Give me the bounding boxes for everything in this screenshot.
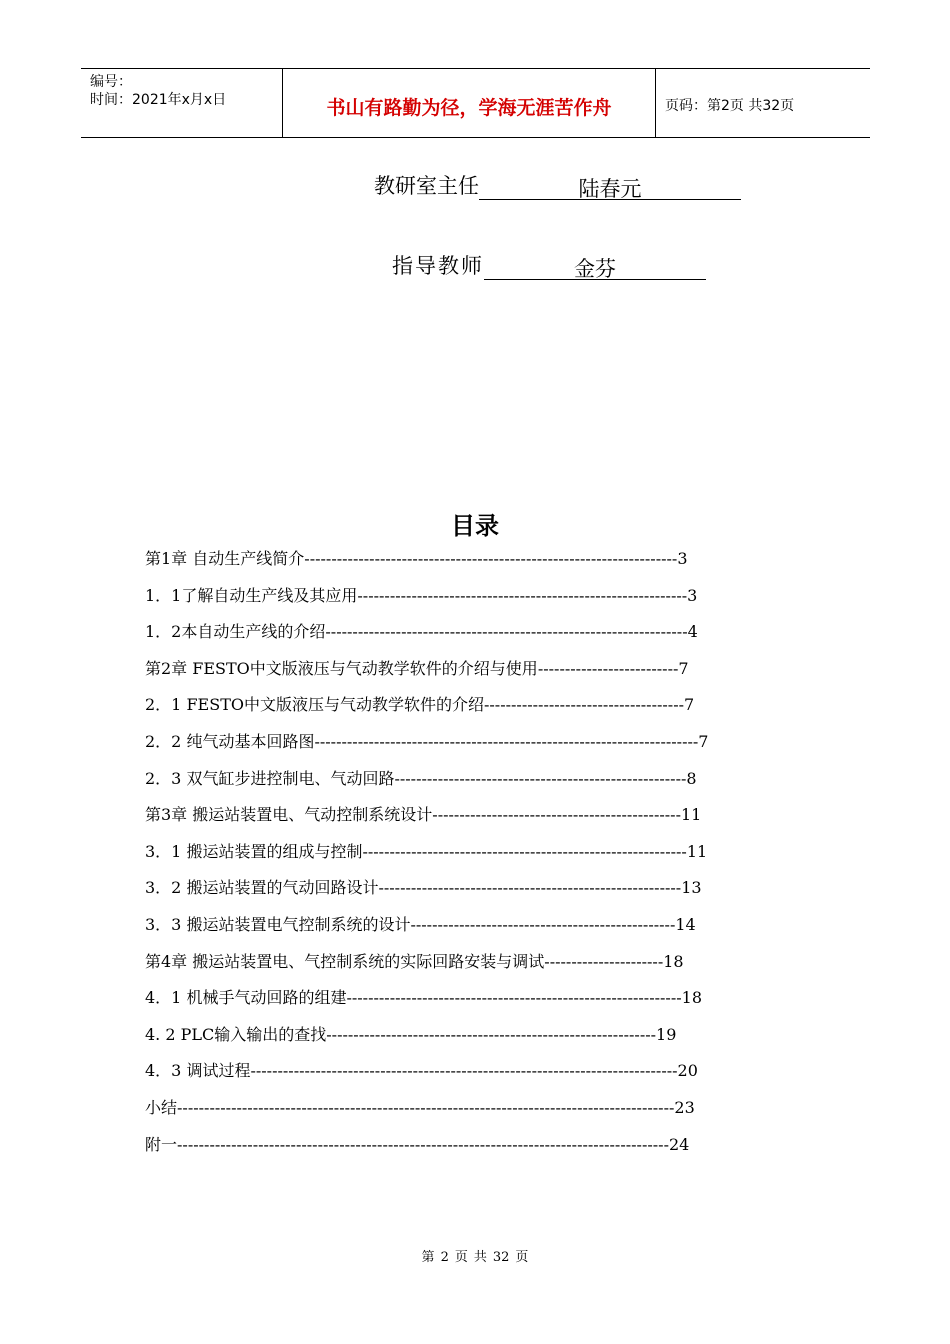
signature-role: 教研室主任 <box>374 174 479 198</box>
toc-entry[interactable] <box>145 949 708 986</box>
toc-leader: ------------------------------------------------------------- <box>357 585 688 605</box>
page-footer <box>0 1246 950 1265</box>
toc-page-number: 3 <box>677 549 688 568</box>
footer-ye: 页 <box>454 1250 468 1265</box>
toc-entry-text: 4. 2 PLC输入输出的查找 <box>145 1024 327 1044</box>
toc-entry[interactable] <box>145 839 708 876</box>
toc-entry[interactable] <box>145 1058 708 1095</box>
toc-page-number: 14 <box>675 914 696 934</box>
toc-leader: ----------------------------------------------------------------------- <box>314 731 699 751</box>
director-signature <box>374 170 741 200</box>
document-number-label: 编号： <box>90 74 132 90</box>
toc-leader: ------------------------------------------------------ <box>394 768 687 788</box>
toc-leader: ------------------------------------------------------------------------------------------- <box>177 1134 669 1154</box>
footer-ye: 页 <box>515 1250 529 1265</box>
toc-entry[interactable] <box>145 619 708 656</box>
signature-role: 指导教师 <box>392 254 484 278</box>
toc-entry[interactable] <box>145 583 708 620</box>
header-page-info: 页码：第2页 共32页 <box>665 98 795 114</box>
toc-entry[interactable] <box>145 1132 708 1169</box>
toc-entry-text: 2．2 纯气动基本回路图 <box>145 731 315 751</box>
toc-entry-text: 附一 <box>145 1134 178 1154</box>
toc-entry-text: 2．1 FESTO中文版液压与气动教学软件的介绍 <box>145 695 484 715</box>
toc-page-number: 19 <box>656 1024 677 1044</box>
toc-leader: ---------------------------------------------- <box>432 805 681 825</box>
signature-name: 金芬 <box>484 253 706 280</box>
toc-entry[interactable] <box>145 656 708 693</box>
toc-page-number: 7 <box>698 731 709 751</box>
toc-leader: ---------------------- <box>544 951 664 971</box>
toc-entry-text: 4．1 机械手气动回路的组建 <box>145 988 347 1008</box>
signature-name: 陆春元 <box>479 173 741 200</box>
toc-leader: ------------------------------------------------------------------- <box>325 622 688 642</box>
toc-entry[interactable] <box>145 985 708 1022</box>
toc-title: 目录 <box>451 512 499 540</box>
toc-leader: -------------------------------------------------------------------------------------------- <box>177 1097 675 1117</box>
toc-entry[interactable] <box>145 766 708 803</box>
header-meta-cell <box>81 69 283 137</box>
toc-entry-text: 3．3 搬运站装置电气控制系统的设计 <box>145 914 411 934</box>
toc-entry-text: 3．1 搬运站装置的组成与控制 <box>145 841 363 861</box>
toc-page-number: 23 <box>674 1097 695 1117</box>
toc-page-number: 11 <box>686 841 708 861</box>
toc-leader: -------------------------------------------------------- <box>378 878 682 898</box>
toc-page-number: 18 <box>681 988 702 1008</box>
footer-page-number: 2 <box>440 1250 449 1265</box>
footer-gong: 共 <box>473 1250 487 1265</box>
toc-leader: ------------------------------------- <box>483 695 685 715</box>
footer-total-pages: 32 <box>492 1250 510 1265</box>
toc-page-number: 24 <box>668 1134 690 1154</box>
toc-page-number: 4 <box>687 622 698 642</box>
toc-page-number: 13 <box>681 878 702 898</box>
toc-leader: ------------------------------------------------------------- <box>326 1024 657 1044</box>
toc-entry-text: 1．1了解自动生产线及其应用 <box>145 585 358 605</box>
toc-entry[interactable] <box>145 692 708 729</box>
toc-page-number: 7 <box>678 658 689 678</box>
document-header <box>81 68 870 138</box>
advisor-signature <box>392 250 706 280</box>
toc-entry[interactable] <box>145 875 708 912</box>
toc-entry-text: 第2章 FESTO中文版液压与气动教学软件的介绍与使用 <box>145 658 538 678</box>
toc-entry-text: 3．2 搬运站装置的气动回路设计 <box>145 878 379 898</box>
document-date: 时间：2021年x月x日 <box>90 92 227 108</box>
toc-leader: ------------------------------------------------- <box>410 914 676 934</box>
toc-page-number: 20 <box>677 1061 698 1081</box>
toc-leader: ------------------------------------------------------------ <box>362 841 687 861</box>
toc-page-number: 18 <box>663 951 684 971</box>
toc-entry-text: 1．2本自动生产线的介绍 <box>145 622 326 642</box>
toc-page-number: 8 <box>686 768 697 788</box>
toc-entry[interactable] <box>145 729 708 766</box>
toc-page-number: 11 <box>680 805 702 825</box>
header-motto: 书山有路勤为径，学海无涯苦作舟 <box>326 97 612 119</box>
toc-entry[interactable] <box>145 1022 708 1059</box>
table-of-contents <box>145 546 708 1168</box>
toc-leader: ------------------------------------------------------------------------------- <box>250 1061 678 1081</box>
toc-entry[interactable] <box>145 802 708 839</box>
toc-page-number: 7 <box>684 695 695 715</box>
header-motto-cell <box>283 69 656 137</box>
footer-di: 第 <box>421 1250 435 1265</box>
toc-entry-text: 第1章 自动生产线简介 <box>145 549 305 568</box>
toc-leader: -------------------------------------------------------------- <box>346 988 682 1008</box>
toc-leader: --------------------------------------------------------------------- <box>304 549 678 568</box>
toc-entry[interactable] <box>145 912 708 949</box>
toc-entry[interactable] <box>145 1095 708 1132</box>
toc-entry-text: 第3章 搬运站装置电、气动控制系统设计 <box>145 805 433 825</box>
header-page-cell <box>656 69 870 137</box>
toc-entry-text: 第4章 搬运站装置电、气控制系统的实际回路安装与调试 <box>145 951 545 971</box>
toc-entry-text: 2．3 双气缸步进控制电、气动回路 <box>145 768 395 788</box>
toc-leader: -------------------------- <box>537 658 679 678</box>
toc-entry[interactable] <box>145 546 708 583</box>
toc-page-number: 3 <box>687 585 698 605</box>
toc-entry-text: 小结 <box>145 1097 178 1117</box>
toc-entry-text: 4．3 调试过程 <box>145 1061 251 1081</box>
